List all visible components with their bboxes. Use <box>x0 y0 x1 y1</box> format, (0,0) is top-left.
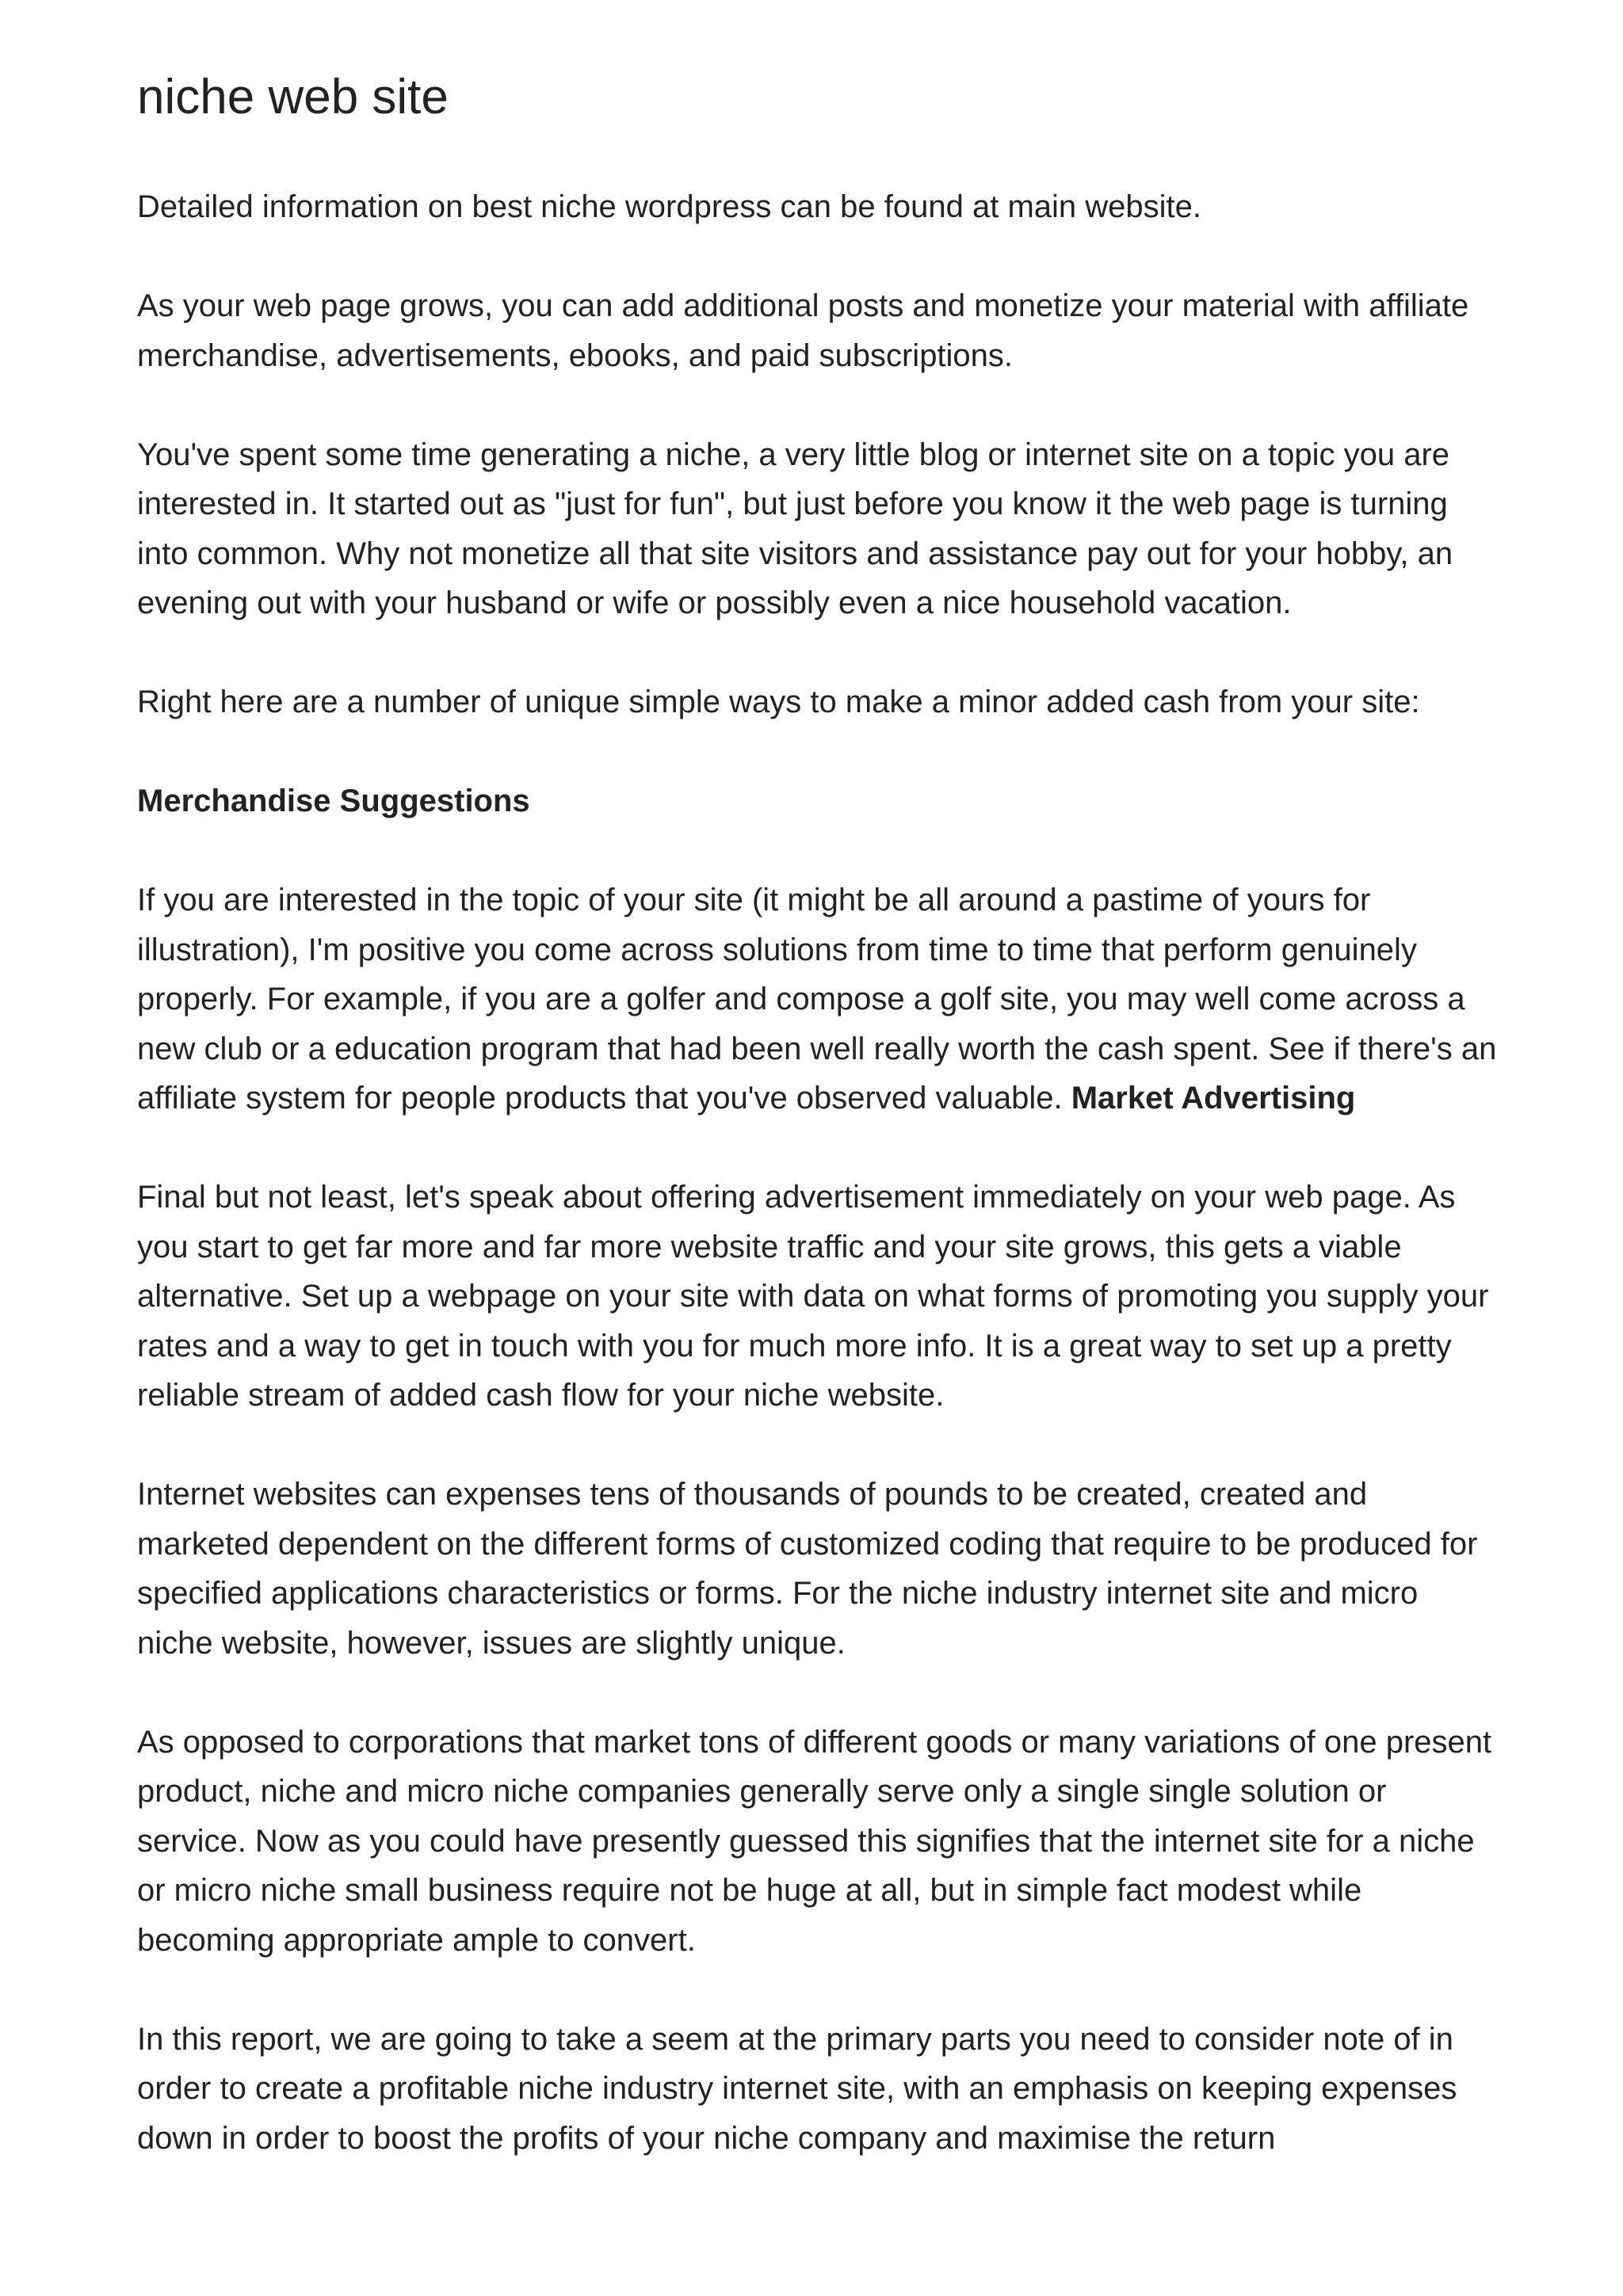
document-title: niche web site <box>137 70 449 124</box>
costs-paragraph: Internet websites can expenses tens of thousands of pounds to be created, created and marketed dependent on the different forms of customized coding that require to be produced for specified applications characteristics or forms. For the niche industry internet site and micro niche website, however, issues are slightly unique. <box>137 1477 1478 1661</box>
market-advertising-heading: Market Advertising <box>1071 1081 1356 1116</box>
document-body <box>137 182 1500 2213</box>
advertisement-paragraph: Final but not least, let's speak about offering advertisement immediately on your web page. As you start to get far more and far more website traffic and your site grows, this gets a viable alternative. Set up a webpage on your site with data on what forms of promoting you supply your rates and a way to get in touch with you for much more info. It is a great way to set up a pretty reliable stream of added cash flow for your niche website. <box>137 1180 1489 1413</box>
merchandise-heading: Merchandise Suggestions <box>137 784 530 818</box>
corporations-paragraph: As opposed to corporations that market tons of different goods or many variations of one present product, niche and micro niche companies generally serve only a single single solution or service. Now as you could have presently guessed this signifies that the internet site for a niche or micro niche small business require not be huge at all, but in simple fact modest while becoming appropriate ample to convert. <box>137 1724 1492 1958</box>
ways-paragraph: Right here are a number of unique simple ways to make a minor added cash from your site: <box>137 685 1420 719</box>
merchandise-paragraph <box>137 875 1500 1123</box>
merchandise-heading-paragraph <box>137 776 1500 826</box>
intro-paragraph: Detailed information on best niche wordpress can be found at main website. <box>137 189 1201 224</box>
report-paragraph: In this report, we are going to take a seem at the primary parts you need to consider note of in order to create a profitable niche industry internet site, with an emphasis on keeping expenses down in order to boost the profits of your niche company and maximise the return <box>137 2021 1457 2156</box>
grows-paragraph: As your web page grows, you can add additional posts and monetize your material with affiliate merchandise, advertisements, ebooks, and paid subscriptions. <box>137 288 1469 373</box>
merchandise-text: If you are interested in the topic of your site (it might be all around a pastime of yours for illustration), I'm positive you come across solutions from time to time that perform genuinely properly. For example, if you are a golfer and compose a golf site, you may well come across a new club or a education program that had been well really worth the cash spent. See if there's an affiliate system for people products that you've observed valuable. <box>137 883 1497 1116</box>
spent-time-paragraph: You've spent some time generating a niche, a very little blog or internet site on a topic you are interested in. It started out as "just for fun", but just before you know it the web page is turning into common. Why not monetize all that site visitors and assistance pay out for your hobby, an evening out with your husband or wife or possibly even a nice household vacation. <box>137 437 1453 620</box>
